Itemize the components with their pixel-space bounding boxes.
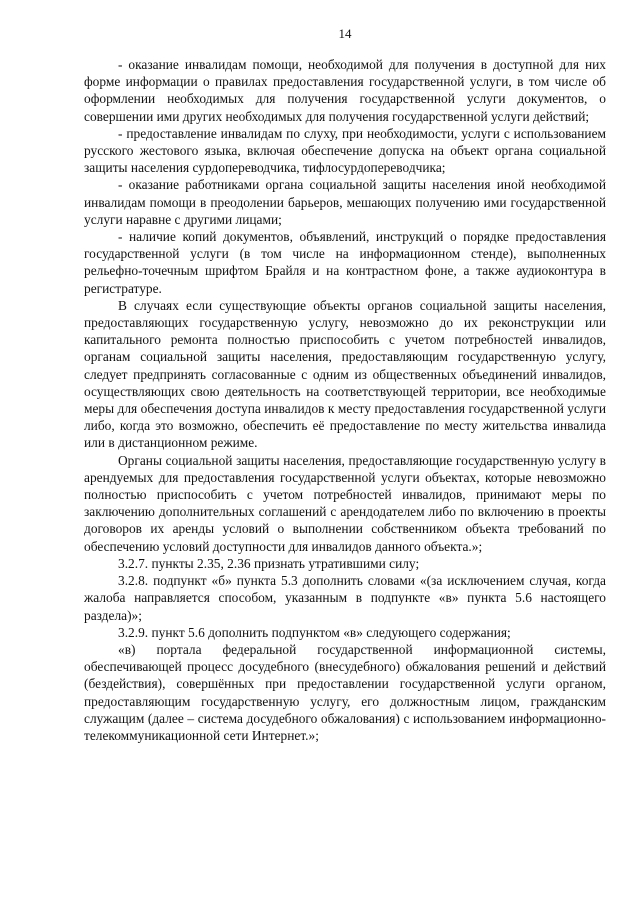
paragraph-3: - оказание работниками органа социальной защиты населения иной необходимой инвалидам помощи в преодолении барьеров, мешающих получению ими государственной услуги наравне с другими лицами; — [84, 177, 606, 227]
page-number: 14 — [338, 26, 352, 41]
paragraph-1: - оказание инвалидам помощи, необходимой для получения в доступной для них форме информации о правилах предоставления государственной услуги, в том числе об оформлении необходимых для получения государственной услуги документов, о совершении ими других необходимых для получения государственной услуги действий; — [84, 57, 606, 124]
paragraph-2: - предоставление инвалидам по слуху, при необходимости, услуги с использованием русского жестового языка, включая обеспечение допуска на объект органа социальной защиты населения сурдопереводчика, тифлосурдопереводчика; — [84, 125, 606, 176]
paragraph-9: 3.2.9. пункт 5.6 дополнить подпунктом «в» следующего содержания; — [118, 624, 511, 640]
paragraph-6: Органы социальной защиты населения, предоставляющие государственную услугу в арендуемых для предоставления государственной услуги объектах, которые невозможно полностью приспособить с учетом потребностей инвалидов, принимают меры по заключению дополнительных соглашений с арендодателем либо по включению в проекты договоров их аренды условий о выполнении собственником объекта требований по обеспечению условий доступности для инвалидов данного объекта.»; — [84, 452, 606, 554]
paragraph-4: - наличие копий документов, объявлений, инструкций о порядке предоставления государственной услуги (в том числе на информационном стенде), выполненных рельефно-точечным шрифтом Брайля и на контрастном фоне, а также аудиоконтура в регистратуре. — [84, 229, 606, 296]
paragraph-8: 3.2.8. подпункт «б» пункта 5.3 дополнить словами «(за исключением случая, когда жалоба направляется способом, указанным в подпункте «в» пункта 5.6 настоящего раздела)»; — [84, 573, 606, 623]
paragraph-7: 3.2.7. пункты 2.35, 2.36 признать утратившими силу; — [118, 555, 420, 571]
paragraph-5: В случаях если существующие объекты органов социальной защиты населения, предоставляющих государственную услугу, невозможно до их реконструкции или капитального ремонта полностью приспособить с учетом потребностей инвалидов, органам социальной защиты населения, предоставляющим государственную услугу, следует предпринять согласованные с одним из общественных объединений инвалидов, осуществляющих свою деятельность на соответствующей территории, все необходимые меры для обеспечения доступа инвалидов к месту предоставления государственной услуги либо, когда это возможно, обеспечить её предоставление по месту жительства инвалида или в дистанционном режиме. — [84, 297, 606, 451]
paragraph-10: «в) портала федеральной государственной информационной системы, обеспечивающей процесс досудебного (внесудебного) обжалования решений и действий (бездействия), совершённых при предоставлении государственной услуги органом, предоставляющим государственную услугу, его должностным лицом, гражданским служащим (далее – система досудебного обжалования) с использованием информационно-телекоммуникационной сети Интернет.»; — [84, 641, 606, 743]
